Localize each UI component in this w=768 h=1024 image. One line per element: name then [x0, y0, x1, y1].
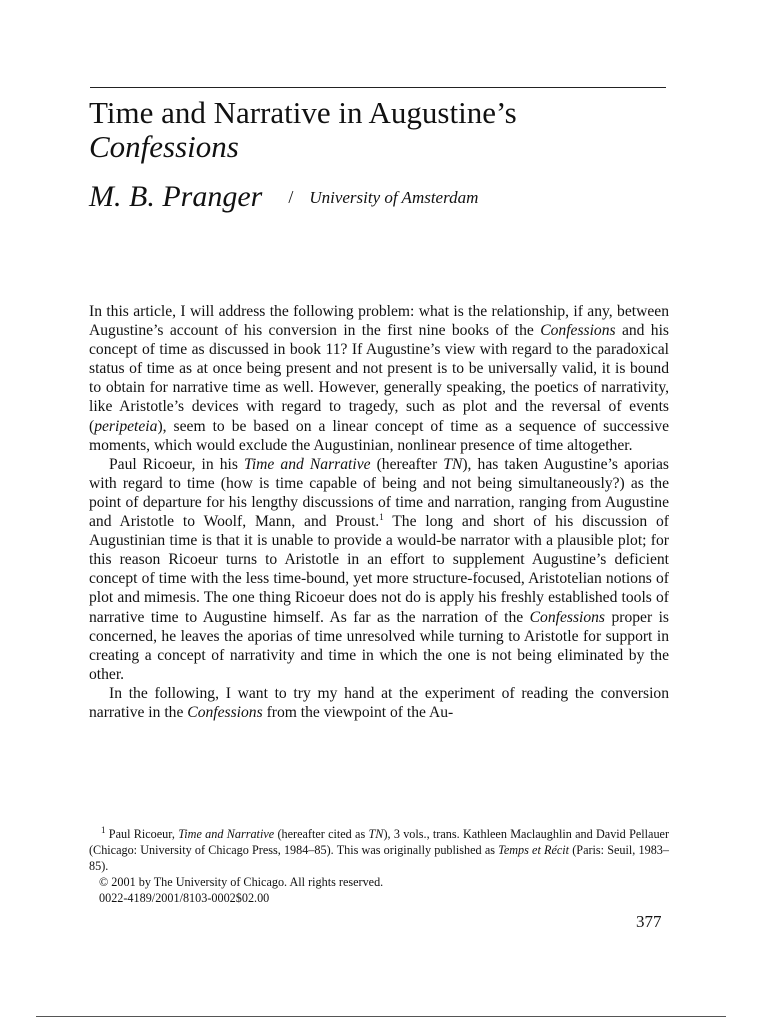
paragraph-3	[89, 684, 669, 722]
top-rule	[90, 87, 666, 88]
text-run: (Paris: Seuil, 1983–85).	[89, 843, 669, 873]
text-run: from the viewpoint of the Au-	[262, 703, 454, 721]
footnote-reference[interactable]: 1	[379, 511, 384, 522]
text-run: and his concept of time as discussed in book 11? If Augustine’s view with regard to the paradoxical status of time as at once being present and not present is to be universally valid, it is bound to obtain for narrative time as well. However, generally speaking, the poetics of narrativity, like Aristotle’s devices with regard to tragedy, such as plot and the reversal of events (	[89, 322, 669, 435]
italic-term: peripeteia	[94, 417, 158, 435]
text-run: Paul Ricoeur, in his	[109, 455, 245, 473]
italic-title: Confessions	[187, 703, 263, 721]
text-run: In the following, I want to try my hand at the experiment of reading the conversion narrative in the	[89, 684, 669, 721]
footnote-marker: 1	[101, 824, 106, 835]
text-run: ), has taken Augustine’s aporias with regard to time (how is time capable of being and not being simultaneously?) as the point of departure for his lengthy discussions of time and narration, ranging from Augustine and Aristotle to Woolf, Mann, and Proust.	[89, 455, 669, 531]
article-title	[89, 96, 689, 164]
italic-title: Time and Narrative	[178, 827, 275, 841]
title-line-1: Time and Narrative in Augustine’s	[89, 95, 517, 130]
text-run: Paul Ricoeur,	[105, 827, 179, 841]
text-run: (hereafter	[370, 455, 444, 473]
text-run: (hereafter cited as	[274, 827, 369, 841]
title-line-2: Confessions	[89, 129, 239, 164]
paragraph-2	[89, 455, 669, 684]
author-name: M. B. Pranger	[89, 180, 263, 213]
italic-title: Confessions	[529, 608, 606, 626]
paragraph-1	[89, 302, 669, 455]
article-code: 0022-4189/2001/8103-0002$02.00	[99, 891, 270, 905]
footnote-block	[89, 826, 669, 906]
text-run: The long and short of his discussion of Augustinian time is that it is unable to provide a would-be narrator with a plausible plot; for this reason Ricoeur turns to Aristotle in an effort to supplement Augustine’s deficient concept of time with the less time-bound, yet more structure-focused, Aristotelian notions of plot and mimesis. The one thing Ricoeur does not do is apply his freshly established tools of narrative time to Augustine himself. As far as the narration of the	[89, 513, 669, 626]
bottom-rule	[36, 1016, 726, 1017]
text-run: In this article, I will address the following problem: what is the relationship, if any, between Augustine’s account of his conversion in the first nine books of the	[89, 303, 669, 340]
author-affiliation: University of Amsterdam	[309, 188, 479, 207]
page-number: 377	[636, 912, 662, 931]
italic-abbrev: TN	[443, 455, 463, 473]
article-body	[89, 302, 669, 722]
italic-title: Confessions	[540, 322, 616, 340]
italic-title: Temps et Récit	[498, 843, 570, 857]
byline-separator: /	[288, 187, 294, 207]
copyright-notice: © 2001 by The University of Chicago. All rights reserved.	[99, 875, 384, 889]
text-run: ), seem to be based on a linear concept of time as a sequence of successive moments, which would exclude the Augustinian, nonlinear presence of time altogether.	[89, 417, 669, 454]
text-run: ), 3 vols., trans. Kathleen Maclaughlin and David Pellauer (Chicago: University of Chicago Press, 1984–85). This was originally published as	[89, 827, 669, 857]
byline	[89, 180, 478, 214]
italic-title: Time and Narrative	[244, 455, 371, 473]
text-run: proper is concerned, he leaves the aporias of time unresolved while turning to Aristotle for support in creating a concept of narrativity and time in which the one is not being eliminated by the other.	[89, 608, 669, 683]
footnote-1	[89, 826, 669, 874]
italic-abbrev: TN	[368, 827, 384, 841]
